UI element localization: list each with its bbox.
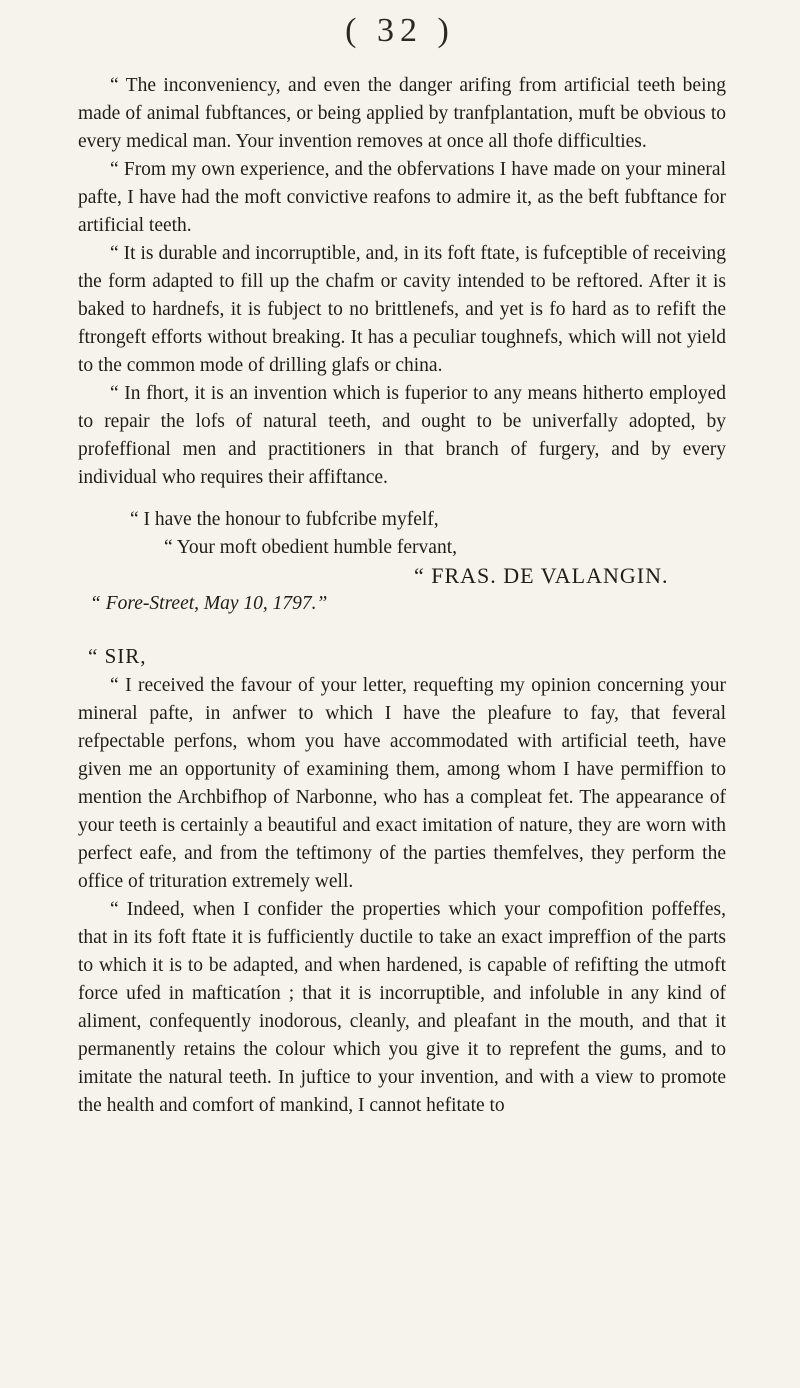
signature: “ FRAS. DE VALANGIN. — [414, 563, 669, 588]
salutation: “ SIR, — [88, 644, 147, 668]
page-body — [78, 72, 726, 1120]
paragraph: “ From my own experience, and the obfervations I have made on your mineral pafte, I have had the moft convictive reafons to admire it, as the beft fubftance for artificial teeth. — [78, 159, 726, 236]
closing-line: “ Your moft obedient humble fervant, — [164, 537, 457, 558]
paragraph: “ The inconveniency, and even the danger arifing from artificial teeth being made of animal fubftances, or being applied by tranfplantation, muft be obvious to every medical man. Your invention removes at once all thofe difficulties. — [78, 75, 726, 152]
paragraph: “ In fhort, it is an invention which is fuperior to any means hitherto employed to repair the lofs of natural teeth, and ought to be univerfally adopted, by profeffional men and practitioners in that branch of furgery, and by every individual who requires their affiftance. — [78, 383, 726, 488]
paragraph: “ Indeed, when I confider the properties which your compofition poffeffes, that in its foft ftate it is fufficiently ductile to take an exact impreffion of the parts to which it is to be adapted, and when hardened, is capable of refifting the utmoft force ufed in mafticatíon ; that it is incorruptible, and infoluble in any kind of aliment, confequently inodorous, cleanly, and pleafant in the mouth, and that it permanently retains the colour which you give it to reprefent the gums, and to imitate the natural teeth. In juftice to your invention, and with a view to promote the health and comfort of mankind, I cannot hefitate to — [78, 899, 726, 1116]
paragraph: “ It is durable and incorruptible, and, in its foft ftate, is fufceptible of receiving the form adapted to fill up the chafm or cavity intended to be reftored. After it is baked to hardnefs, it is fubject to no brittlenefs, and yet is fo hard as to refift the ftrongeft efforts without breaking. It has a peculiar toughnefs, which will not yield to the common mode of drilling glafs or china. — [78, 243, 726, 376]
dateline: “ Fore-Street, May 10, 1797.” — [90, 593, 328, 614]
paragraph: “ I received the favour of your letter, requefting my opinion concerning your mineral pafte, in anfwer to which I have the pleafure to fay, that feveral refpectable perfons, whom you have accommodated with artificial teeth, have given me an opportunity of examining them, among whom I have permiffion to mention the Archbifhop of Narbonne, who has a compleat fet. The appearance of your teeth is certainly a beautiful and exact imitation of nature, they are worn with perfect eafe, and from the teftimony of the parties themfelves, they perform the office of trituration extremely well. — [78, 675, 726, 892]
closing-line: “ I have the honour to fubfcribe myfelf, — [130, 509, 439, 530]
page-number: ( 32 ) — [345, 12, 455, 49]
